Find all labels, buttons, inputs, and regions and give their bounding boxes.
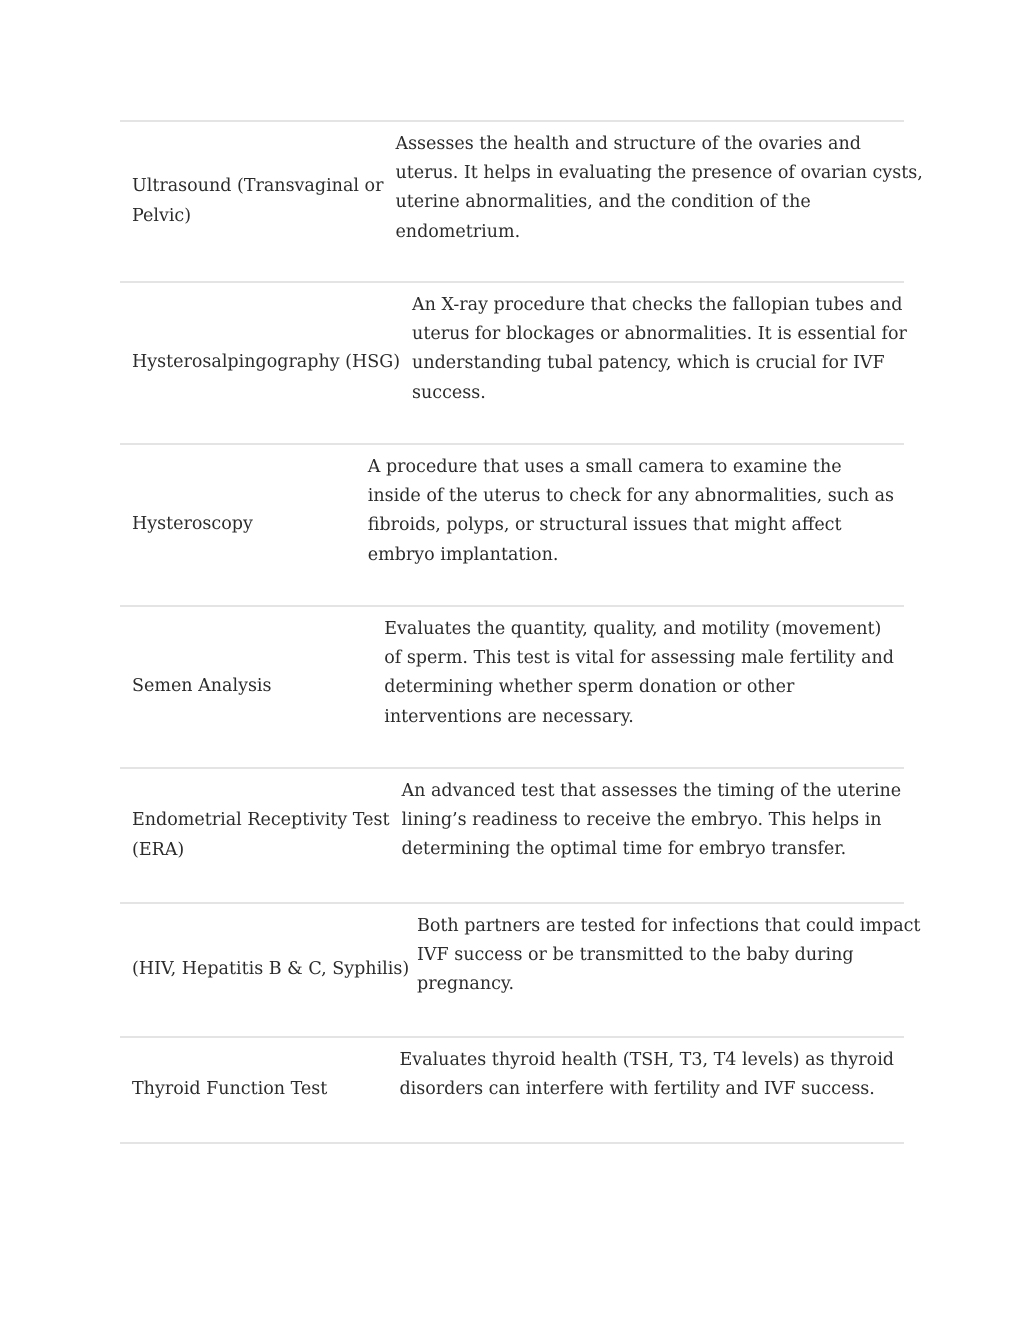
test-description-line: determining the optimal time for embryo transfer.	[401, 839, 847, 860]
test-name-line: (HIV, Hepatitis B & C, Syphilis)	[132, 959, 410, 980]
test-name-line: Endometrial Receptivity Test	[132, 810, 390, 831]
test-description-line: uterus. It helps in evaluating the presence of ovarian cysts,	[395, 163, 923, 184]
test-description-line: inside of the uterus to check for any abnormalities, such as	[367, 486, 894, 507]
test-name	[120, 172, 383, 230]
test-description	[383, 122, 932, 247]
test-name-line: Hysteroscopy	[132, 514, 253, 535]
test-description-line: determining whether sperm donation or other	[384, 677, 795, 698]
test-description-line: success.	[412, 382, 486, 403]
test-name	[120, 955, 410, 984]
test-description	[387, 1038, 904, 1104]
test-description	[390, 769, 912, 865]
table-row	[120, 122, 923, 283]
table-row	[120, 1038, 904, 1144]
test-name	[120, 1075, 387, 1104]
test-description-line: IVF success or be transmitted to the baby during	[417, 945, 854, 966]
test-description-line: fibroids, polyps, or structural issues that might affect	[367, 515, 842, 536]
test-description-line: understanding tubal patency, which is crucial for IVF	[412, 353, 885, 374]
table-row	[120, 445, 904, 607]
test-description	[356, 445, 904, 570]
test-name-line: Pelvic)	[132, 205, 192, 226]
table-row	[120, 904, 921, 1038]
test-description-line: interventions are necessary.	[384, 706, 634, 727]
table-row	[120, 607, 904, 769]
test-description	[372, 607, 904, 732]
test-description-line: Assesses the health and structure of the ovaries and	[395, 134, 861, 154]
test-description	[400, 283, 917, 408]
test-name-line: Semen Analysis	[132, 676, 272, 697]
test-description-line: endometrium.	[395, 221, 521, 242]
test-description	[405, 904, 930, 1000]
fertility-tests-table	[120, 120, 923, 1144]
test-name	[120, 348, 400, 377]
test-description-line: A procedure that uses a small camera to examine the	[367, 457, 842, 477]
test-description-line: pregnancy.	[417, 974, 515, 995]
test-description-line: Evaluates the quantity, quality, and motility (movement)	[384, 619, 882, 639]
test-description-line: An X-ray procedure that checks the fallopian tubes and	[412, 295, 903, 315]
test-name-line: Hysterosalpingography (HSG)	[132, 352, 401, 373]
test-description-line: lining’s readiness to receive the embryo. This helps in	[401, 810, 882, 831]
test-description-line: embryo implantation.	[367, 544, 559, 565]
test-name-line: (ERA)	[132, 839, 185, 860]
test-name	[120, 806, 390, 864]
test-name-line: Ultrasound (Transvaginal or	[132, 176, 384, 197]
test-description-line: uterine abnormalities, and the condition of the	[395, 192, 811, 213]
test-description-line: An advanced test that assesses the timing of the uterine	[401, 781, 902, 801]
test-description-line: Evaluates thyroid health (TSH, T3, T4 levels) as thyroid	[399, 1050, 894, 1070]
test-name	[120, 510, 356, 539]
table-row	[120, 283, 907, 445]
test-description-line: Both partners are tested for infections that could impact	[417, 916, 921, 936]
test-name	[120, 672, 372, 701]
test-description-line: disorders can interfere with fertility and IVF success.	[399, 1079, 875, 1100]
test-description-line: uterus for blockages or abnormalities. It is essential for	[412, 324, 907, 345]
test-name-line: Thyroid Function Test	[132, 1079, 328, 1100]
test-description-line: of sperm. This test is vital for assessing male fertility and	[384, 648, 894, 669]
table-row	[120, 769, 904, 904]
